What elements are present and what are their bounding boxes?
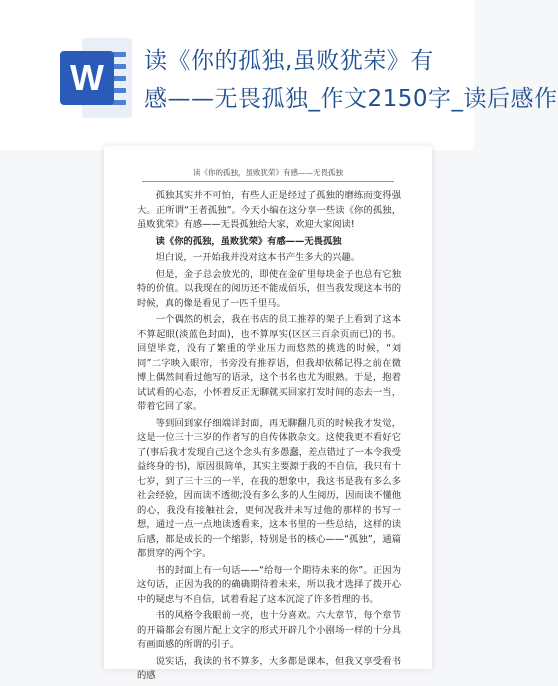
body-paragraph: 等到回到家仔细端详封面，再无聊翻几页的时候我才发觉，这是一位三十三岁的作者写的自传体散杂文。这使我更不看好它了(事后我才发现自己这个念头有多愚蠢，差点错过了一本令我受益终身的书)，原因很简单，其实主要源于我的不自信，我只有十七岁，到了三十三的一半，在我的想象中，我这书是我有多么多社会经验，因而读不透彻;没有多么多的人生阅历，因而读不懂他的心，我没有接触社会，更何况我并未写过他的那样的书写一想，通过一点一点地读透看来，这本书里的一些总结，这样的读后感，都是成长的一个缩影，特别是书的核心——“孤独”，通篇都贯穿的两个字。 — [137, 417, 401, 559]
document-page — [104, 146, 432, 681]
body-paragraph: 孤独其实并不可怕，有些人正是经过了孤独的磨练而变得强大。正所谓“王者孤独”。今天小编在这分享一些读《你的孤独，虽败犹荣》有感——无畏孤独给大家，欢迎大家阅读! — [137, 190, 401, 230]
page-title-line-2: 感——无畏孤独_作文2150字_读后感作 — [144, 86, 558, 112]
running-header: 读《你的孤独，虽败犹荣》有感——无畏孤独 — [193, 168, 343, 177]
word-icon — [60, 38, 132, 118]
body-paragraph: 但是，金子总会放光的，即使在金矿里每块金子也总有它独特的价值。以我现在的阅历还不能成佰乐，但当我发现这本书的时候，真的像是看见了一匹千里马。 — [137, 268, 401, 309]
banner-header — [0, 0, 558, 150]
body-paragraph: 一个偶然的机会，我在书店的员工推荐的架子上看到了这本不算起眼(淡蓝色封面)，也不算厚实(区区三百余页而已)的书。回望毕竟，没有了繁重的学业压力而悠然的挑选的时候，“刘同”二字映入眼帘，书旁没有推荐语，但我却依稀记得之前在微博上偶然间看过他写的语录，这个书名也尤为眼熟。于是，抱着试试看的心态，小怀着反正无聊就买回家打发时间的态去一当，带着它回了家。 — [137, 314, 401, 412]
body-paragraph: 说实话，我读的书不算多，大多都是课本，但我又享受看书的感 — [137, 655, 401, 681]
body-paragraph: 坦白说，一开始我并没对这本书产生多大的兴趣。 — [155, 252, 361, 263]
word-badge-letter: W — [70, 57, 104, 98]
body-paragraph: 书的封面上有一句话——“给每一个期待未来的你”。正因为这句话，正因为我的的确确期待着未来，所以我才选择了拨开心中的疑虑与不自信，试着看起了这本沉淀了许多哲理的书。 — [137, 564, 401, 605]
section-heading: 读《你的孤独，虽败犹荣》有感——无畏孤独 — [155, 235, 342, 247]
header-divider — [142, 181, 394, 182]
word-badge — [60, 51, 114, 105]
body-paragraph: 书的风格令我眼前一亮，也十分喜欢。六大章节，每个章节的开篇都会有图片配上文字的形式开辟几个小剧场一样的十分具有画面感的所谓的引子。 — [137, 610, 401, 650]
page-title-line-1: 读《你的孤独,虽败犹荣》有 — [144, 48, 434, 74]
document-body — [137, 189, 401, 686]
